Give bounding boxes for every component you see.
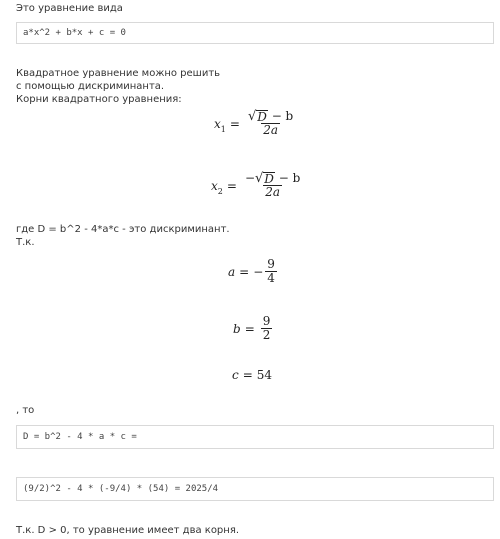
x1-numerator: √ D − b [247,109,294,124]
root-x2-formula [211,172,304,199]
explain-line-2: с помощью дискриминанта. [16,81,165,92]
x1-var: $x_1$ [214,116,226,134]
disc-line-2: Т.к. [16,237,35,248]
intro-text: Это уравнение вида [16,3,123,14]
then-text: , то [16,405,35,416]
x2-fraction [243,172,302,199]
x2-denominator: 2a [265,185,281,199]
explain-line-1: Квадратное уравнение можно решить [16,68,221,79]
coef-b-formula: b = $\frac{9}{2}$ [233,314,271,342]
coef-c-formula: c = 54 [232,368,273,382]
root-x1-formula [214,110,297,137]
discriminant-code-block: D = b^2 - 4 * a * c = [16,425,494,449]
x1-denominator: 2a [263,123,278,137]
sqrt-icon: √ D [247,109,267,124]
calculation-code-block: (9/2)^2 - 4 * (-9/4) * (54) = 2025/4 [16,477,494,501]
equals-sign: = [226,178,237,193]
equals-sign: = [229,116,240,131]
equation-code-block: a*x^2 + b*x + c = 0 [16,22,494,44]
disc-line-1: где D = b^2 - 4*a*c - это дискриминант. [16,224,230,235]
explain-line-3: Корни квадратного уравнения: [16,94,182,105]
conclusion-text: Т.к. D > 0, то уравнение имеет два корня. [16,525,240,536]
x1-fraction [246,110,295,137]
coef-a-formula: a = − $\frac{9}{4}$ [228,257,275,285]
x2-numerator: − √ D − b [244,171,301,186]
x2-var: $x_2$ [211,178,223,196]
sqrt-icon: √ D [255,171,274,186]
